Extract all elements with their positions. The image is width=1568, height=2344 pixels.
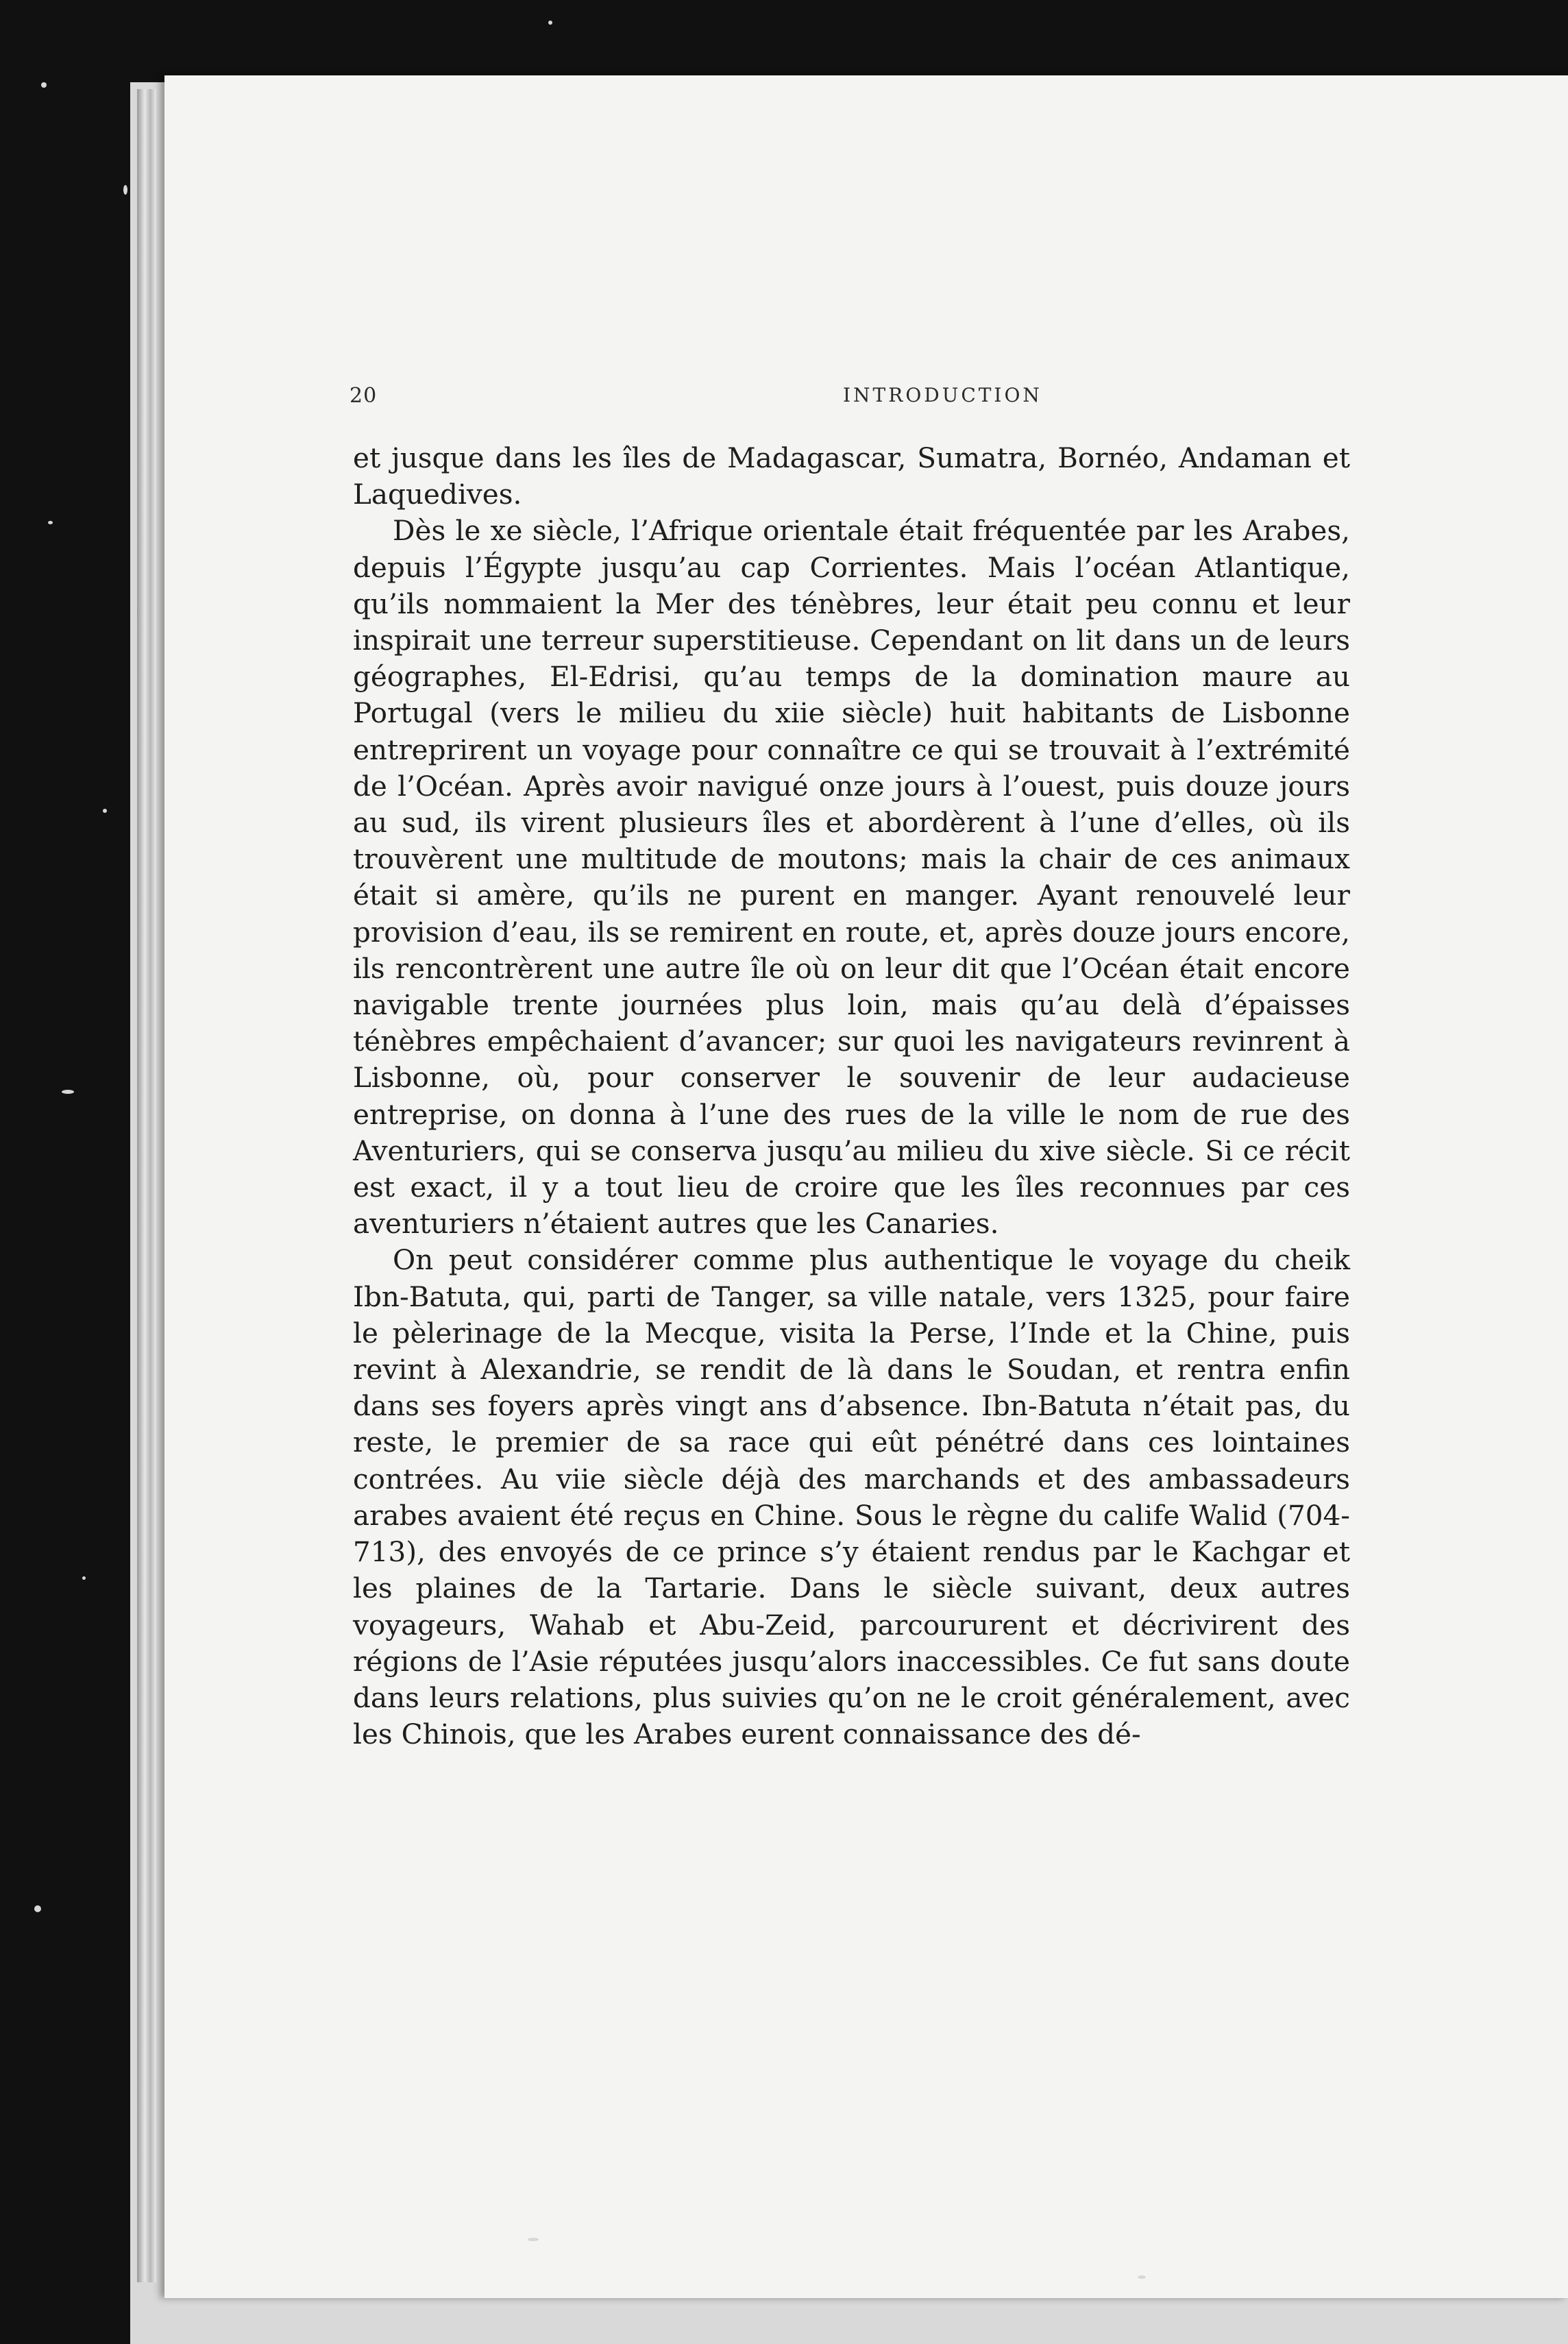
scan-speck	[548, 21, 552, 25]
paragraph-arab-voyagers: Dès le xe siècle, l’Afrique orientale était fréquentée par les Arabes, depuis l’Égypte jusqu’au cap Corrientes. Mais l’océan Atlantique, qu’ils nommaient la Mer des ténèbres, leur était peu connu et leur inspirait une terreur superstitieuse. Cependant on lit dans un de leurs géographes, El-Edrisi, qu’au temps de la domination maure au Portugal (vers le milieu du xiie siècle) huit habitants de Lisbonne entreprirent un voyage pour connaître ce qui se trouvait à l’extrémité de l’Océan. Après avoir navigué onze jours à l’ouest, puis douze jours au sud, ils virent plusieurs îles et abordèrent à l’une d’elles, où ils trouvèrent une multitude de moutons; mais la chair de ces animaux était si amère, qu’ils ne purent en manger. Ayant renouvelé leur provision d’eau, ils se remirent en route, et, après douze jours encore, ils rencontrèrent une autre île où on leur dit que l’Océan était encore navigable trente journées plus loin, mais qu’au delà d’épaisses ténèbres empêchaient d’avancer; sur quoi les navigateurs revinrent à Lisbonne, où, pour conserver le souvenir de leur audacieuse entreprise, on donna à l’une des rues de la ville le nom de rue des Aventuriers, qui se conserva jusqu’au milieu du xive siècle. Si ce récit est exact, il y a tout lieu de croire que les îles reconnues par ces aventuriers n’étaient autres que les Canaries.	[353, 514, 1350, 1241]
page-edge	[137, 89, 156, 2282]
paragraph-ibn-batuta: On peut considérer comme plus authentique le voyage du cheik Ibn-Batuta, qui, parti de Tanger, sa ville natale, vers 1325, pour faire le pèlerinage de la Mecque, visita la Perse, l’Inde et la Chine, puis revint à Alexandrie, se rendit de là dans le Soudan, et rentra enfin dans ses foyers après vingt ans d’absence. Ibn-Batuta n’était pas, du reste, le premier de sa race qui eût pénétré dans ces lointaines contrées. Au viie siècle déjà des marchands et des ambassadeurs arabes avaient été reçus en Chine. Sous le règne du calife Walid (704-713), des envoyés de ce prince s’y étaient rendus par le Kachgar et les plaines de la Tartarie. Dans le siècle suivant, deux autres voyageurs, Wahab et Abu-Zeid, parcoururent et décrivirent des régions de l’Asie réputées jusqu’alors inaccessibles. Ce fut sans doute dans leurs relations, plus suivies qu’on ne le croit généralement, avec les Chinois, que les Arabes eurent connaissance des dé-	[353, 1243, 1350, 1751]
page-number: 20	[350, 384, 378, 408]
running-head	[350, 384, 1350, 418]
scan-speck	[48, 521, 53, 524]
scan-speck	[82, 1576, 86, 1580]
body-text	[353, 440, 1350, 1753]
scan-speck	[528, 2238, 539, 2241]
scan-speck	[103, 809, 107, 813]
paragraph-continued: et jusque dans les îles de Madagascar, Sumatra, Bornéo, Andaman et Laquedives.	[353, 441, 1350, 511]
scan-speck	[62, 1090, 74, 1094]
scan-speck	[34, 1905, 41, 1912]
scan-speck	[1138, 2275, 1146, 2279]
running-title: INTRODUCTION	[843, 384, 1042, 406]
scan-speck	[41, 82, 47, 88]
scan-speck	[123, 185, 127, 195]
